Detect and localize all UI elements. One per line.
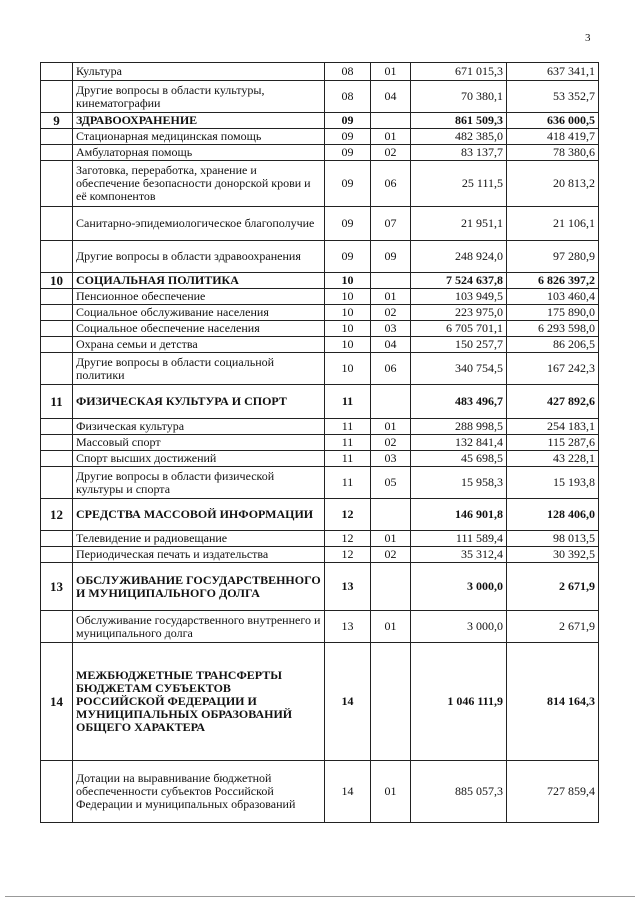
- table-row: [41, 337, 599, 353]
- row-name-cell: ЗДРАВООХРАНЕНИЕ: [73, 113, 325, 129]
- value-1-cell: 340 754,5: [411, 353, 507, 385]
- page-number: 3: [585, 32, 591, 44]
- table-row: [41, 761, 599, 823]
- row-name-cell: Заготовка, переработка, хранение и обеспечение безопасности донорской крови и её компонентов: [73, 161, 325, 207]
- subsection-code-cell: 01: [371, 289, 411, 305]
- table-row: [41, 63, 599, 81]
- row-name-cell: Телевидение и радиовещание: [73, 531, 325, 547]
- subsection-code-cell: 04: [371, 81, 411, 113]
- value-1-cell: 483 496,7: [411, 385, 507, 419]
- row-name-cell: Массовый спорт: [73, 435, 325, 451]
- row-name-cell: ФИЗИЧЕСКАЯ КУЛЬТУРА И СПОРТ: [73, 385, 325, 419]
- section-code-cell: 11: [325, 467, 371, 499]
- value-1-cell: 7 524 637,8: [411, 273, 507, 289]
- subsection-code-cell: 07: [371, 207, 411, 241]
- table-section-row: [41, 273, 599, 289]
- value-1-cell: 885 057,3: [411, 761, 507, 823]
- section-code-cell: 10: [325, 321, 371, 337]
- subsection-code-cell: 01: [371, 531, 411, 547]
- subsection-code-cell: 09: [371, 241, 411, 273]
- value-2-cell: 175 890,0: [507, 305, 599, 321]
- section-code-cell: 08: [325, 63, 371, 81]
- value-2-cell: 2 671,9: [507, 611, 599, 643]
- row-number-cell: [41, 337, 73, 353]
- subsection-code-cell: [371, 499, 411, 531]
- value-2-cell: 6 293 598,0: [507, 321, 599, 337]
- table-section-row: [41, 385, 599, 419]
- section-code-cell: 09: [325, 241, 371, 273]
- section-code-cell: 10: [325, 337, 371, 353]
- value-1-cell: 1 046 111,9: [411, 643, 507, 761]
- value-1-cell: 3 000,0: [411, 563, 507, 611]
- section-code-cell: 11: [325, 435, 371, 451]
- row-number-cell: 9: [41, 113, 73, 129]
- value-1-cell: 103 949,5: [411, 289, 507, 305]
- subsection-code-cell: [371, 643, 411, 761]
- value-1-cell: 15 958,3: [411, 467, 507, 499]
- table-row: [41, 353, 599, 385]
- table-row: [41, 241, 599, 273]
- subsection-code-cell: 04: [371, 337, 411, 353]
- row-number-cell: [41, 63, 73, 81]
- value-2-cell: 115 287,6: [507, 435, 599, 451]
- value-2-cell: 103 460,4: [507, 289, 599, 305]
- row-name-cell: ОБСЛУЖИВАНИЕ ГОСУДАРСТВЕННОГО И МУНИЦИПАЛЬНОГО ДОЛГА: [73, 563, 325, 611]
- subsection-code-cell: 02: [371, 435, 411, 451]
- value-2-cell: 254 183,1: [507, 419, 599, 435]
- value-2-cell: 2 671,9: [507, 563, 599, 611]
- value-2-cell: 637 341,1: [507, 63, 599, 81]
- row-number-cell: 14: [41, 643, 73, 761]
- subsection-code-cell: 02: [371, 145, 411, 161]
- row-number-cell: 12: [41, 499, 73, 531]
- table-row: [41, 289, 599, 305]
- value-1-cell: 111 589,4: [411, 531, 507, 547]
- subsection-code-cell: 02: [371, 547, 411, 563]
- row-name-cell: Периодическая печать и издательства: [73, 547, 325, 563]
- subsection-code-cell: 01: [371, 63, 411, 81]
- row-name-cell: Амбулаторная помощь: [73, 145, 325, 161]
- row-number-cell: [41, 451, 73, 467]
- value-2-cell: 30 392,5: [507, 547, 599, 563]
- value-1-cell: 3 000,0: [411, 611, 507, 643]
- value-2-cell: 727 859,4: [507, 761, 599, 823]
- subsection-code-cell: 03: [371, 451, 411, 467]
- value-1-cell: 45 698,5: [411, 451, 507, 467]
- row-name-cell: Спорт высших достижений: [73, 451, 325, 467]
- section-code-cell: 12: [325, 499, 371, 531]
- value-2-cell: 43 228,1: [507, 451, 599, 467]
- table-row: [41, 435, 599, 451]
- budget-table: [40, 62, 599, 823]
- subsection-code-cell: 05: [371, 467, 411, 499]
- row-name-cell: СРЕДСТВА МАССОВОЙ ИНФОРМАЦИИ: [73, 499, 325, 531]
- value-1-cell: 21 951,1: [411, 207, 507, 241]
- row-number-cell: [41, 531, 73, 547]
- row-number-cell: [41, 241, 73, 273]
- subsection-code-cell: 06: [371, 161, 411, 207]
- row-name-cell: Другие вопросы в области культуры, кинематографии: [73, 81, 325, 113]
- table-row: [41, 547, 599, 563]
- row-number-cell: [41, 547, 73, 563]
- table-row: [41, 467, 599, 499]
- row-number-cell: [41, 353, 73, 385]
- section-code-cell: 11: [325, 385, 371, 419]
- subsection-code-cell: 02: [371, 305, 411, 321]
- value-1-cell: 25 111,5: [411, 161, 507, 207]
- section-code-cell: 10: [325, 273, 371, 289]
- section-code-cell: 14: [325, 643, 371, 761]
- table-row: [41, 419, 599, 435]
- footer-divider: [5, 896, 635, 897]
- table-row: [41, 451, 599, 467]
- value-1-cell: 288 998,5: [411, 419, 507, 435]
- section-code-cell: 13: [325, 611, 371, 643]
- value-1-cell: 35 312,4: [411, 547, 507, 563]
- section-code-cell: 12: [325, 547, 371, 563]
- value-1-cell: 150 257,7: [411, 337, 507, 353]
- row-name-cell: Социальное обслуживание населения: [73, 305, 325, 321]
- row-number-cell: [41, 161, 73, 207]
- value-2-cell: 6 826 397,2: [507, 273, 599, 289]
- value-1-cell: 146 901,8: [411, 499, 507, 531]
- subsection-code-cell: [371, 563, 411, 611]
- budget-table-body: [41, 63, 599, 823]
- section-code-cell: 08: [325, 81, 371, 113]
- subsection-code-cell: 01: [371, 129, 411, 145]
- row-name-cell: СОЦИАЛЬНАЯ ПОЛИТИКА: [73, 273, 325, 289]
- subsection-code-cell: [371, 273, 411, 289]
- section-code-cell: 09: [325, 145, 371, 161]
- section-code-cell: 11: [325, 419, 371, 435]
- row-number-cell: 13: [41, 563, 73, 611]
- table-row: [41, 207, 599, 241]
- row-name-cell: Стационарная медицинская помощь: [73, 129, 325, 145]
- row-number-cell: [41, 81, 73, 113]
- row-name-cell: Санитарно-эпидемиологическое благополучие: [73, 207, 325, 241]
- row-number-cell: [41, 129, 73, 145]
- row-name-cell: Пенсионное обеспечение: [73, 289, 325, 305]
- value-2-cell: 128 406,0: [507, 499, 599, 531]
- table-section-row: [41, 499, 599, 531]
- row-number-cell: [41, 289, 73, 305]
- value-2-cell: 98 013,5: [507, 531, 599, 547]
- row-name-cell: Культура: [73, 63, 325, 81]
- value-2-cell: 78 380,6: [507, 145, 599, 161]
- row-number-cell: [41, 435, 73, 451]
- row-name-cell: Физическая культура: [73, 419, 325, 435]
- value-1-cell: 671 015,3: [411, 63, 507, 81]
- row-name-cell: Дотации на выравнивание бюджетной обеспеченности субъектов Российской Федерации и муниципальных образований: [73, 761, 325, 823]
- subsection-code-cell: [371, 113, 411, 129]
- row-number-cell: [41, 419, 73, 435]
- table-row: [41, 321, 599, 337]
- table-section-row: [41, 643, 599, 761]
- row-number-cell: [41, 305, 73, 321]
- table-section-row: [41, 563, 599, 611]
- table-row: [41, 531, 599, 547]
- table-row: [41, 145, 599, 161]
- section-code-cell: 14: [325, 761, 371, 823]
- subsection-code-cell: 01: [371, 419, 411, 435]
- table-row: [41, 611, 599, 643]
- row-number-cell: 10: [41, 273, 73, 289]
- section-code-cell: 11: [325, 451, 371, 467]
- section-code-cell: 09: [325, 129, 371, 145]
- value-2-cell: 86 206,5: [507, 337, 599, 353]
- row-name-cell: Обслуживание государственного внутреннего и муниципального долга: [73, 611, 325, 643]
- value-2-cell: 21 106,1: [507, 207, 599, 241]
- row-number-cell: [41, 321, 73, 337]
- row-number-cell: [41, 761, 73, 823]
- value-2-cell: 636 000,5: [507, 113, 599, 129]
- value-1-cell: 6 705 701,1: [411, 321, 507, 337]
- value-1-cell: 223 975,0: [411, 305, 507, 321]
- subsection-code-cell: [371, 385, 411, 419]
- row-name-cell: МЕЖБЮДЖЕТНЫЕ ТРАНСФЕРТЫ БЮДЖЕТАМ СУБЪЕКТОВ РОССИЙСКОЙ ФЕДЕРАЦИИ И МУНИЦИПАЛЬНЫХ ОБРАЗОВАНИЙ ОБЩЕГО ХАРАКТЕРА: [73, 643, 325, 761]
- section-code-cell: 12: [325, 531, 371, 547]
- section-code-cell: 09: [325, 207, 371, 241]
- subsection-code-cell: 01: [371, 761, 411, 823]
- value-2-cell: 97 280,9: [507, 241, 599, 273]
- value-2-cell: 15 193,8: [507, 467, 599, 499]
- value-1-cell: 482 385,0: [411, 129, 507, 145]
- section-code-cell: 10: [325, 353, 371, 385]
- row-number-cell: 11: [41, 385, 73, 419]
- row-number-cell: [41, 611, 73, 643]
- value-2-cell: 53 352,7: [507, 81, 599, 113]
- section-code-cell: 10: [325, 289, 371, 305]
- row-number-cell: [41, 145, 73, 161]
- row-name-cell: Другие вопросы в области социальной политики: [73, 353, 325, 385]
- row-name-cell: Другие вопросы в области здравоохранения: [73, 241, 325, 273]
- value-2-cell: 20 813,2: [507, 161, 599, 207]
- section-code-cell: 09: [325, 113, 371, 129]
- section-code-cell: 13: [325, 563, 371, 611]
- value-2-cell: 814 164,3: [507, 643, 599, 761]
- value-2-cell: 427 892,6: [507, 385, 599, 419]
- value-1-cell: 83 137,7: [411, 145, 507, 161]
- value-2-cell: 418 419,7: [507, 129, 599, 145]
- row-name-cell: Социальное обеспечение населения: [73, 321, 325, 337]
- subsection-code-cell: 03: [371, 321, 411, 337]
- section-code-cell: 09: [325, 161, 371, 207]
- row-number-cell: [41, 207, 73, 241]
- value-1-cell: 70 380,1: [411, 81, 507, 113]
- value-2-cell: 167 242,3: [507, 353, 599, 385]
- table-section-row: [41, 113, 599, 129]
- value-1-cell: 248 924,0: [411, 241, 507, 273]
- table-row: [41, 129, 599, 145]
- section-code-cell: 10: [325, 305, 371, 321]
- row-name-cell: Другие вопросы в области физической культуры и спорта: [73, 467, 325, 499]
- value-1-cell: 132 841,4: [411, 435, 507, 451]
- subsection-code-cell: 01: [371, 611, 411, 643]
- table-row: [41, 161, 599, 207]
- value-1-cell: 861 509,3: [411, 113, 507, 129]
- row-name-cell: Охрана семьи и детства: [73, 337, 325, 353]
- subsection-code-cell: 06: [371, 353, 411, 385]
- table-row: [41, 81, 599, 113]
- row-number-cell: [41, 467, 73, 499]
- table-row: [41, 305, 599, 321]
